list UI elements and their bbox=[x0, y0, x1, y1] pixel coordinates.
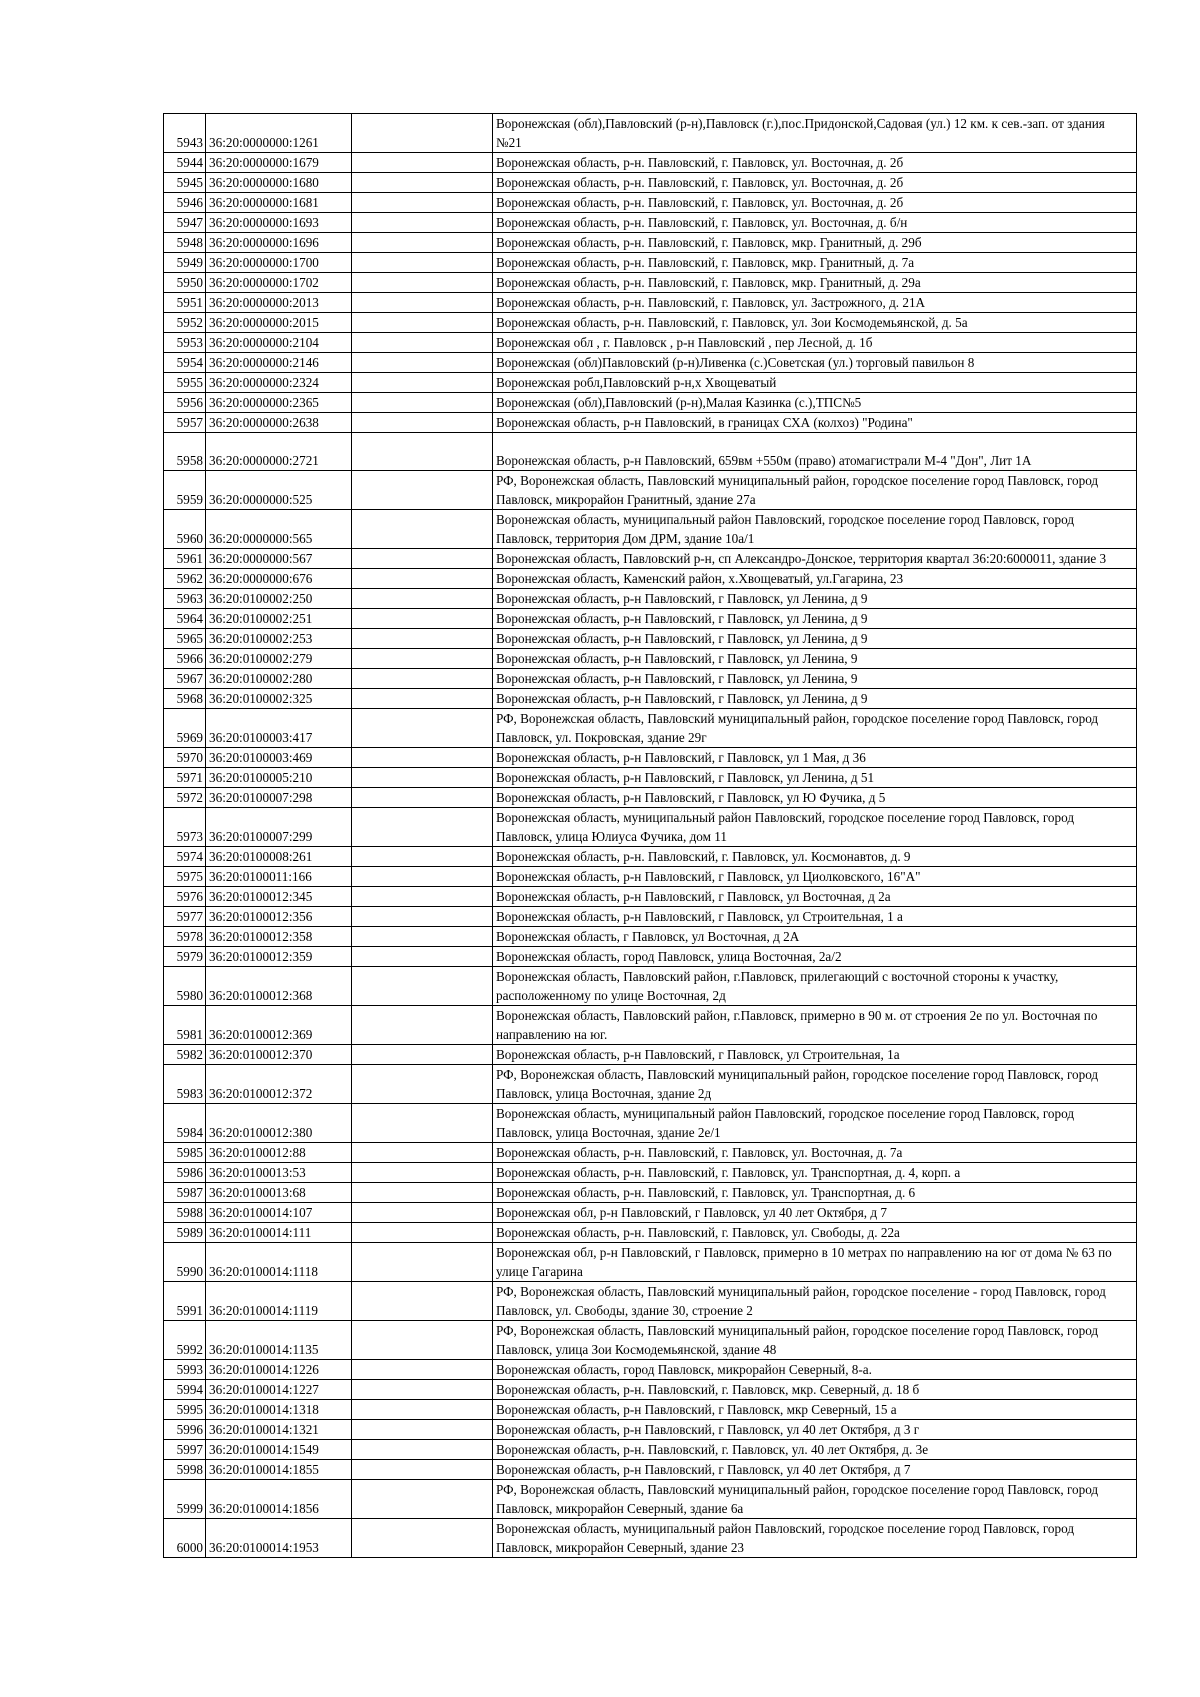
address-cell: Воронежская область, р-н Павловский, г Павловск, ул Ленина, 9 bbox=[493, 669, 1137, 689]
empty-cell bbox=[352, 1282, 493, 1321]
table-row bbox=[164, 609, 1137, 629]
row-number-cell: 5988 bbox=[164, 1203, 206, 1223]
table-row bbox=[164, 293, 1137, 313]
empty-cell bbox=[352, 549, 493, 569]
address-cell: Воронежская обл , г. Павловск , р-н Павловский , пер Лесной, д. 1б bbox=[493, 333, 1137, 353]
address-cell: РФ, Воронежская область, Павловский муниципальный район, городское поселение - город Павловск, город Павловск, ул. Свободы, здание 30, строение 2 bbox=[493, 1282, 1137, 1321]
address-cell: Воронежская область, Павловский район, г.Павловск, примерно в 90 м. от строения 2е по ул. Восточная по направлению на юг. bbox=[493, 1006, 1137, 1045]
address-cell: Воронежская область, р-н Павловский, г Павловск, ул 1 Мая, д 36 bbox=[493, 748, 1137, 768]
cadastral-number-cell: 36:20:0000000:565 bbox=[206, 510, 352, 549]
address-cell: РФ, Воронежская область, Павловский муниципальный район, городское поселение город Павловск, город Павловск, микрорайон Северный, здание 6а bbox=[493, 1480, 1137, 1519]
table-row bbox=[164, 689, 1137, 709]
empty-cell bbox=[352, 293, 493, 313]
table-row bbox=[164, 433, 1137, 471]
address-cell: Воронежская область, р-н. Павловский, г. Павловск, ул. 40 лет Октября, д. 3е bbox=[493, 1440, 1137, 1460]
address-cell: Воронежская область, р-н Павловский, г Павловск, ул Ленина, д 9 bbox=[493, 589, 1137, 609]
row-number-cell: 5985 bbox=[164, 1143, 206, 1163]
empty-cell bbox=[352, 1360, 493, 1380]
table-row bbox=[164, 313, 1137, 333]
table-row bbox=[164, 510, 1137, 549]
address-cell: Воронежская область, р-н Павловский, г Павловск, ул Восточная, д 2а bbox=[493, 887, 1137, 907]
empty-cell bbox=[352, 847, 493, 867]
cadastral-number-cell: 36:20:0100014:1321 bbox=[206, 1420, 352, 1440]
address-cell: Воронежская область, муниципальный район Павловский, городское поселение город Павловск, город Павловск, территория Дом ДРМ, здание 10а/1 bbox=[493, 510, 1137, 549]
table-row bbox=[164, 253, 1137, 273]
cadastral-number-cell: 36:20:0000000:1702 bbox=[206, 273, 352, 293]
empty-cell bbox=[352, 569, 493, 589]
table-row bbox=[164, 569, 1137, 589]
cadastral-number-cell: 36:20:0100014:1855 bbox=[206, 1460, 352, 1480]
row-number-cell: 5965 bbox=[164, 629, 206, 649]
address-cell: Воронежская область, г Павловск, ул Восточная, д 2А bbox=[493, 927, 1137, 947]
table-row bbox=[164, 393, 1137, 413]
cadastral-number-cell: 36:20:0100012:372 bbox=[206, 1065, 352, 1104]
table-row bbox=[164, 649, 1137, 669]
cadastral-number-cell: 36:20:0100002:325 bbox=[206, 689, 352, 709]
row-number-cell: 5998 bbox=[164, 1460, 206, 1480]
empty-cell bbox=[352, 689, 493, 709]
empty-cell bbox=[352, 1143, 493, 1163]
row-number-cell: 5966 bbox=[164, 649, 206, 669]
cadastral-number-cell: 36:20:0100014:1953 bbox=[206, 1519, 352, 1558]
empty-cell bbox=[352, 1045, 493, 1065]
row-number-cell: 5946 bbox=[164, 193, 206, 213]
empty-cell bbox=[352, 510, 493, 549]
address-cell: Воронежская область, р-н. Павловский, г. Павловск, ул. Свободы, д. 22а bbox=[493, 1223, 1137, 1243]
table-row bbox=[164, 1321, 1137, 1360]
row-number-cell: 5990 bbox=[164, 1243, 206, 1282]
empty-cell bbox=[352, 1006, 493, 1045]
cadastral-number-cell: 36:20:0100014:1549 bbox=[206, 1440, 352, 1460]
row-number-cell: 5947 bbox=[164, 213, 206, 233]
table-row bbox=[164, 193, 1137, 213]
address-cell: Воронежская область, р-н Павловский, г Павловск, ул Ю Фучика, д 5 bbox=[493, 788, 1137, 808]
empty-cell bbox=[352, 887, 493, 907]
empty-cell bbox=[352, 1440, 493, 1460]
empty-cell bbox=[352, 808, 493, 847]
row-number-cell: 5986 bbox=[164, 1163, 206, 1183]
cadastral-number-cell: 36:20:0100012:358 bbox=[206, 927, 352, 947]
table-row bbox=[164, 333, 1137, 353]
table-row bbox=[164, 1223, 1137, 1243]
empty-cell bbox=[352, 1480, 493, 1519]
table-row bbox=[164, 1380, 1137, 1400]
address-cell: Воронежская область, муниципальный район Павловский, городское поселение город Павловск, город Павловск, улица Восточная, здание 2е/1 bbox=[493, 1104, 1137, 1143]
row-number-cell: 5987 bbox=[164, 1183, 206, 1203]
table-row bbox=[164, 273, 1137, 293]
empty-cell bbox=[352, 1400, 493, 1420]
address-cell: Воронежская область, р-н. Павловский, г. Павловск, ул. Восточная, д. 2б bbox=[493, 153, 1137, 173]
cadastral-number-cell: 36:20:0100013:68 bbox=[206, 1183, 352, 1203]
table-row bbox=[164, 867, 1137, 887]
cadastral-number-cell: 36:20:0100013:53 bbox=[206, 1163, 352, 1183]
address-cell: Воронежская область, Павловский р-н, сп Александро-Донское, территория квартал 36:20:6000011, здание 3 bbox=[493, 549, 1137, 569]
empty-cell bbox=[352, 748, 493, 768]
cadastral-number-cell: 36:20:0000000:2146 bbox=[206, 353, 352, 373]
row-number-cell: 5949 bbox=[164, 253, 206, 273]
table-row bbox=[164, 1006, 1137, 1045]
address-cell: Воронежская обл, р-н Павловский, г Павловск, ул 40 лет Октября, д 7 bbox=[493, 1203, 1137, 1223]
address-cell: Воронежская область, р-н. Павловский, г. Павловск, ул. Транспортная, д. 6 bbox=[493, 1183, 1137, 1203]
address-cell: Воронежская область, р-н. Павловский, г. Павловск, ул. Застрожного, д. 21А bbox=[493, 293, 1137, 313]
cadastral-number-cell: 36:20:0000000:1679 bbox=[206, 153, 352, 173]
cadastral-number-cell: 36:20:0100014:1318 bbox=[206, 1400, 352, 1420]
cadastral-number-cell: 36:20:0100012:368 bbox=[206, 967, 352, 1006]
cadastral-number-cell: 36:20:0100014:1119 bbox=[206, 1282, 352, 1321]
address-cell: РФ, Воронежская область, Павловский муниципальный район, городское поселение город Павловск, город Павловск, улица Восточная, здание 2д bbox=[493, 1065, 1137, 1104]
table-row bbox=[164, 907, 1137, 927]
empty-cell bbox=[352, 907, 493, 927]
table-row bbox=[164, 1282, 1137, 1321]
empty-cell bbox=[352, 233, 493, 253]
empty-cell bbox=[352, 947, 493, 967]
empty-cell bbox=[352, 1460, 493, 1480]
cadastral-number-cell: 36:20:0000000:676 bbox=[206, 569, 352, 589]
cadastral-table bbox=[163, 113, 1137, 1558]
empty-cell bbox=[352, 433, 493, 471]
row-number-cell: 5945 bbox=[164, 173, 206, 193]
empty-cell bbox=[352, 927, 493, 947]
cadastral-number-cell: 36:20:0100007:299 bbox=[206, 808, 352, 847]
cadastral-number-cell: 36:20:0100002:279 bbox=[206, 649, 352, 669]
row-number-cell: 5944 bbox=[164, 153, 206, 173]
table-row bbox=[164, 589, 1137, 609]
table-row bbox=[164, 1440, 1137, 1460]
cadastral-number-cell: 36:20:0100012:88 bbox=[206, 1143, 352, 1163]
empty-cell bbox=[352, 1163, 493, 1183]
empty-cell bbox=[352, 788, 493, 808]
row-number-cell: 5972 bbox=[164, 788, 206, 808]
row-number-cell: 5991 bbox=[164, 1282, 206, 1321]
cadastral-number-cell: 36:20:0100002:253 bbox=[206, 629, 352, 649]
empty-cell bbox=[352, 1065, 493, 1104]
row-number-cell: 5981 bbox=[164, 1006, 206, 1045]
address-cell: РФ, Воронежская область, Павловский муниципальный район, городское поселение город Павловск, город Павловск, ул. Покровская, здание 29г bbox=[493, 709, 1137, 748]
row-number-cell: 5976 bbox=[164, 887, 206, 907]
cadastral-number-cell: 36:20:0000000:2638 bbox=[206, 413, 352, 433]
empty-cell bbox=[352, 1104, 493, 1143]
address-cell: Воронежская область, р-н Павловский, г Павловск, ул Ленина, д 9 bbox=[493, 689, 1137, 709]
empty-cell bbox=[352, 1243, 493, 1282]
empty-cell bbox=[352, 669, 493, 689]
cadastral-number-cell: 36:20:0100008:261 bbox=[206, 847, 352, 867]
table-row bbox=[164, 1243, 1137, 1282]
empty-cell bbox=[352, 333, 493, 353]
table-row bbox=[164, 847, 1137, 867]
address-cell: Воронежская область, муниципальный район Павловский, городское поселение город Павловск, город Павловск, микрорайон Северный, здание 23 bbox=[493, 1519, 1137, 1558]
row-number-cell: 5953 bbox=[164, 333, 206, 353]
address-cell: Воронежская область, р-н Павловский, г Павловск, ул 40 лет Октября, д 7 bbox=[493, 1460, 1137, 1480]
address-cell: Воронежская (обл),Павловский (р-н),Малая Казинка (с.),ТПС№5 bbox=[493, 393, 1137, 413]
cadastral-number-cell: 36:20:0100007:298 bbox=[206, 788, 352, 808]
cadastral-number-cell: 36:20:0100012:359 bbox=[206, 947, 352, 967]
empty-cell bbox=[352, 114, 493, 153]
row-number-cell: 5999 bbox=[164, 1480, 206, 1519]
address-cell: Воронежская область, р-н. Павловский, г. Павловск, ул. Восточная, д. 2б bbox=[493, 173, 1137, 193]
row-number-cell: 5964 bbox=[164, 609, 206, 629]
cadastral-number-cell: 36:20:0100014:107 bbox=[206, 1203, 352, 1223]
row-number-cell: 5973 bbox=[164, 808, 206, 847]
address-cell: Воронежская область, р-н Павловский, г Павловск, ул Строительная, 1 а bbox=[493, 907, 1137, 927]
table-row bbox=[164, 114, 1137, 153]
row-number-cell: 5943 bbox=[164, 114, 206, 153]
address-cell: Воронежская область, р-н. Павловский, г. Павловск, ул. Восточная, д. б/н bbox=[493, 213, 1137, 233]
table-row bbox=[164, 413, 1137, 433]
empty-cell bbox=[352, 273, 493, 293]
address-cell: Воронежская область, город Павловск, улица Восточная, 2а/2 bbox=[493, 947, 1137, 967]
row-number-cell: 5971 bbox=[164, 768, 206, 788]
address-cell: Воронежская область, р-н Павловский, 659вм +550м (право) атомагистрали М-4 "Дон", Лит 1А bbox=[493, 433, 1137, 471]
table-row bbox=[164, 967, 1137, 1006]
cadastral-number-cell: 36:20:0000000:2721 bbox=[206, 433, 352, 471]
address-cell: Воронежская робл,Павловский р-н,х Хвощеватый bbox=[493, 373, 1137, 393]
cadastral-number-cell: 36:20:0100014:111 bbox=[206, 1223, 352, 1243]
cadastral-number-cell: 36:20:0000000:2015 bbox=[206, 313, 352, 333]
row-number-cell: 5963 bbox=[164, 589, 206, 609]
address-cell: Воронежская (обл)Павловский (р-н)Ливенка (с.)Советская (ул.) торговый павильон 8 bbox=[493, 353, 1137, 373]
table-row bbox=[164, 1143, 1137, 1163]
table-row bbox=[164, 353, 1137, 373]
table-body bbox=[164, 114, 1137, 1558]
address-cell: РФ, Воронежская область, Павловский муниципальный район, городское поселение город Павловск, город Павловск, микрорайон Гранитный, здание 27а bbox=[493, 471, 1137, 510]
cadastral-number-cell: 36:20:0100002:250 bbox=[206, 589, 352, 609]
cadastral-number-cell: 36:20:0100003:417 bbox=[206, 709, 352, 748]
row-number-cell: 6000 bbox=[164, 1519, 206, 1558]
row-number-cell: 5989 bbox=[164, 1223, 206, 1243]
table-row bbox=[164, 629, 1137, 649]
address-cell: Воронежская область, р-н. Павловский, г. Павловск, мкр. Гранитный, д. 7а bbox=[493, 253, 1137, 273]
empty-cell bbox=[352, 609, 493, 629]
empty-cell bbox=[352, 393, 493, 413]
row-number-cell: 5974 bbox=[164, 847, 206, 867]
row-number-cell: 5983 bbox=[164, 1065, 206, 1104]
address-cell: Воронежская область, Павловский район, г.Павловск, прилегающий с восточной стороны к участку, расположенному по улице Восточная, 2д bbox=[493, 967, 1137, 1006]
cadastral-number-cell: 36:20:0100002:251 bbox=[206, 609, 352, 629]
row-number-cell: 5995 bbox=[164, 1400, 206, 1420]
row-number-cell: 5957 bbox=[164, 413, 206, 433]
empty-cell bbox=[352, 313, 493, 333]
address-cell: Воронежская область, р-н. Павловский, г. Павловск, ул. Транспортная, д. 4, корп. а bbox=[493, 1163, 1137, 1183]
row-number-cell: 5956 bbox=[164, 393, 206, 413]
table-row bbox=[164, 748, 1137, 768]
address-cell: Воронежская область, р-н Павловский, г Павловск, ул 40 лет Октября, д 3 г bbox=[493, 1420, 1137, 1440]
address-cell: Воронежская обл, р-н Павловский, г Павловск, примерно в 10 метрах по направлению на юг от дома № 63 по улице Гагарина bbox=[493, 1243, 1137, 1282]
empty-cell bbox=[352, 153, 493, 173]
cadastral-number-cell: 36:20:0100014:1227 bbox=[206, 1380, 352, 1400]
table-row bbox=[164, 788, 1137, 808]
table-row bbox=[164, 1183, 1137, 1203]
row-number-cell: 5951 bbox=[164, 293, 206, 313]
empty-cell bbox=[352, 1380, 493, 1400]
row-number-cell: 5970 bbox=[164, 748, 206, 768]
empty-cell bbox=[352, 373, 493, 393]
address-cell: Воронежская область, р-н Павловский, г Павловск, ул Ленина, д 51 bbox=[493, 768, 1137, 788]
table-row bbox=[164, 233, 1137, 253]
table-row bbox=[164, 947, 1137, 967]
address-cell: Воронежская область, город Павловск, микрорайон Северный, 8-а. bbox=[493, 1360, 1137, 1380]
row-number-cell: 5977 bbox=[164, 907, 206, 927]
table-row bbox=[164, 1163, 1137, 1183]
cadastral-number-cell: 36:20:0000000:1680 bbox=[206, 173, 352, 193]
empty-cell bbox=[352, 629, 493, 649]
cadastral-number-cell: 36:20:0100012:380 bbox=[206, 1104, 352, 1143]
empty-cell bbox=[352, 471, 493, 510]
address-cell: Воронежская область, р-н Павловский, г Павловск, мкр Северный, 15 а bbox=[493, 1400, 1137, 1420]
address-cell: Воронежская область, р-н. Павловский, г. Павловск, мкр. Гранитный, д. 29а bbox=[493, 273, 1137, 293]
cadastral-number-cell: 36:20:0000000:2013 bbox=[206, 293, 352, 313]
empty-cell bbox=[352, 353, 493, 373]
table-row bbox=[164, 1104, 1137, 1143]
row-number-cell: 5952 bbox=[164, 313, 206, 333]
empty-cell bbox=[352, 1519, 493, 1558]
cadastral-number-cell: 36:20:0100012:370 bbox=[206, 1045, 352, 1065]
row-number-cell: 5948 bbox=[164, 233, 206, 253]
row-number-cell: 5982 bbox=[164, 1045, 206, 1065]
table-row bbox=[164, 1400, 1137, 1420]
empty-cell bbox=[352, 173, 493, 193]
cadastral-number-cell: 36:20:0100005:210 bbox=[206, 768, 352, 788]
table-row bbox=[164, 153, 1137, 173]
address-cell: Воронежская область, р-н Павловский, г Павловск, ул Ленина, д 9 bbox=[493, 609, 1137, 629]
row-number-cell: 5955 bbox=[164, 373, 206, 393]
empty-cell bbox=[352, 253, 493, 273]
row-number-cell: 5979 bbox=[164, 947, 206, 967]
row-number-cell: 5962 bbox=[164, 569, 206, 589]
cadastral-number-cell: 36:20:0000000:2104 bbox=[206, 333, 352, 353]
row-number-cell: 5992 bbox=[164, 1321, 206, 1360]
empty-cell bbox=[352, 967, 493, 1006]
table-row bbox=[164, 1460, 1137, 1480]
table-row bbox=[164, 887, 1137, 907]
cadastral-number-cell: 36:20:0000000:1700 bbox=[206, 253, 352, 273]
empty-cell bbox=[352, 709, 493, 748]
cadastral-number-cell: 36:20:0100012:345 bbox=[206, 887, 352, 907]
row-number-cell: 5954 bbox=[164, 353, 206, 373]
table-row bbox=[164, 1203, 1137, 1223]
cadastral-number-cell: 36:20:0100002:280 bbox=[206, 669, 352, 689]
row-number-cell: 5968 bbox=[164, 689, 206, 709]
address-cell: Воронежская область, р-н. Павловский, г. Павловск, мкр. Гранитный, д. 29б bbox=[493, 233, 1137, 253]
table-row bbox=[164, 373, 1137, 393]
row-number-cell: 5961 bbox=[164, 549, 206, 569]
empty-cell bbox=[352, 1183, 493, 1203]
table-row bbox=[164, 1360, 1137, 1380]
table-row bbox=[164, 768, 1137, 788]
cadastral-number-cell: 36:20:0100003:469 bbox=[206, 748, 352, 768]
empty-cell bbox=[352, 768, 493, 788]
empty-cell bbox=[352, 213, 493, 233]
cadastral-number-cell: 36:20:0100014:1118 bbox=[206, 1243, 352, 1282]
address-cell: Воронежская область, р-н Павловский, г Павловск, ул Циолковского, 16"А" bbox=[493, 867, 1137, 887]
row-number-cell: 5960 bbox=[164, 510, 206, 549]
cadastral-number-cell: 36:20:0100012:356 bbox=[206, 907, 352, 927]
address-cell: Воронежская область, р-н. Павловский, г. Павловск, мкр. Северный, д. 18 б bbox=[493, 1380, 1137, 1400]
address-cell: Воронежская область, муниципальный район Павловский, городское поселение город Павловск, город Павловск, улица Юлиуса Фучика, дом 11 bbox=[493, 808, 1137, 847]
empty-cell bbox=[352, 413, 493, 433]
table-row bbox=[164, 1519, 1137, 1558]
table-row bbox=[164, 1045, 1137, 1065]
row-number-cell: 5994 bbox=[164, 1380, 206, 1400]
row-number-cell: 5969 bbox=[164, 709, 206, 748]
table-row bbox=[164, 1065, 1137, 1104]
address-cell: Воронежская область, р-н Павловский, в границах СХА (колхоз) "Родина" bbox=[493, 413, 1137, 433]
row-number-cell: 5967 bbox=[164, 669, 206, 689]
table-row bbox=[164, 808, 1137, 847]
address-cell: Воронежская область, р-н Павловский, г Павловск, ул Ленина, д 9 bbox=[493, 629, 1137, 649]
row-number-cell: 5984 bbox=[164, 1104, 206, 1143]
empty-cell bbox=[352, 867, 493, 887]
cadastral-number-cell: 36:20:0100014:1135 bbox=[206, 1321, 352, 1360]
cadastral-number-cell: 36:20:0000000:2324 bbox=[206, 373, 352, 393]
empty-cell bbox=[352, 1203, 493, 1223]
cadastral-number-cell: 36:20:0100014:1856 bbox=[206, 1480, 352, 1519]
cadastral-number-cell: 36:20:0100011:166 bbox=[206, 867, 352, 887]
row-number-cell: 5978 bbox=[164, 927, 206, 947]
cadastral-number-cell: 36:20:0100012:369 bbox=[206, 1006, 352, 1045]
cadastral-number-cell: 36:20:0000000:1261 bbox=[206, 114, 352, 153]
empty-cell bbox=[352, 1321, 493, 1360]
table-row bbox=[164, 471, 1137, 510]
address-cell: Воронежская область, р-н. Павловский, г. Павловск, ул. Восточная, д. 2б bbox=[493, 193, 1137, 213]
cadastral-number-cell: 36:20:0000000:567 bbox=[206, 549, 352, 569]
table-row bbox=[164, 709, 1137, 748]
empty-cell bbox=[352, 649, 493, 669]
address-cell: Воронежская область, р-н. Павловский, г. Павловск, ул. Восточная, д. 7а bbox=[493, 1143, 1137, 1163]
row-number-cell: 5996 bbox=[164, 1420, 206, 1440]
row-number-cell: 5997 bbox=[164, 1440, 206, 1460]
cadastral-number-cell: 36:20:0000000:1681 bbox=[206, 193, 352, 213]
cadastral-number-cell: 36:20:0000000:2365 bbox=[206, 393, 352, 413]
table-row bbox=[164, 927, 1137, 947]
address-cell: Воронежская область, р-н. Павловский, г. Павловск, ул. Космонавтов, д. 9 bbox=[493, 847, 1137, 867]
address-cell: Воронежская область, Каменский район, х.Хвощеватый, ул.Гагарина, 23 bbox=[493, 569, 1137, 589]
row-number-cell: 5993 bbox=[164, 1360, 206, 1380]
empty-cell bbox=[352, 1223, 493, 1243]
address-cell: Воронежская (обл),Павловский (р-н),Павловск (г.),пос.Придонской,Садовая (ул.) 12 км. к сев.-зап. от здания №21 bbox=[493, 114, 1137, 153]
empty-cell bbox=[352, 589, 493, 609]
empty-cell bbox=[352, 193, 493, 213]
table-row bbox=[164, 549, 1137, 569]
row-number-cell: 5958 bbox=[164, 433, 206, 471]
address-cell: Воронежская область, р-н. Павловский, г. Павловск, ул. Зои Космодемьянской, д. 5а bbox=[493, 313, 1137, 333]
cadastral-number-cell: 36:20:0000000:1696 bbox=[206, 233, 352, 253]
cadastral-number-cell: 36:20:0000000:1693 bbox=[206, 213, 352, 233]
address-cell: Воронежская область, р-н Павловский, г Павловск, ул Строительная, 1а bbox=[493, 1045, 1137, 1065]
table-row bbox=[164, 1420, 1137, 1440]
empty-cell bbox=[352, 1420, 493, 1440]
address-cell: РФ, Воронежская область, Павловский муниципальный район, городское поселение город Павловск, город Павловск, улица Зои Космодемьянской, здание 48 bbox=[493, 1321, 1137, 1360]
row-number-cell: 5950 bbox=[164, 273, 206, 293]
row-number-cell: 5975 bbox=[164, 867, 206, 887]
row-number-cell: 5980 bbox=[164, 967, 206, 1006]
address-cell: Воронежская область, р-н Павловский, г Павловск, ул Ленина, 9 bbox=[493, 649, 1137, 669]
cadastral-number-cell: 36:20:0000000:525 bbox=[206, 471, 352, 510]
cadastral-number-cell: 36:20:0100014:1226 bbox=[206, 1360, 352, 1380]
table-row bbox=[164, 213, 1137, 233]
table-row bbox=[164, 669, 1137, 689]
row-number-cell: 5959 bbox=[164, 471, 206, 510]
table-row bbox=[164, 1480, 1137, 1519]
table-row bbox=[164, 173, 1137, 193]
document-page bbox=[163, 113, 1137, 1558]
